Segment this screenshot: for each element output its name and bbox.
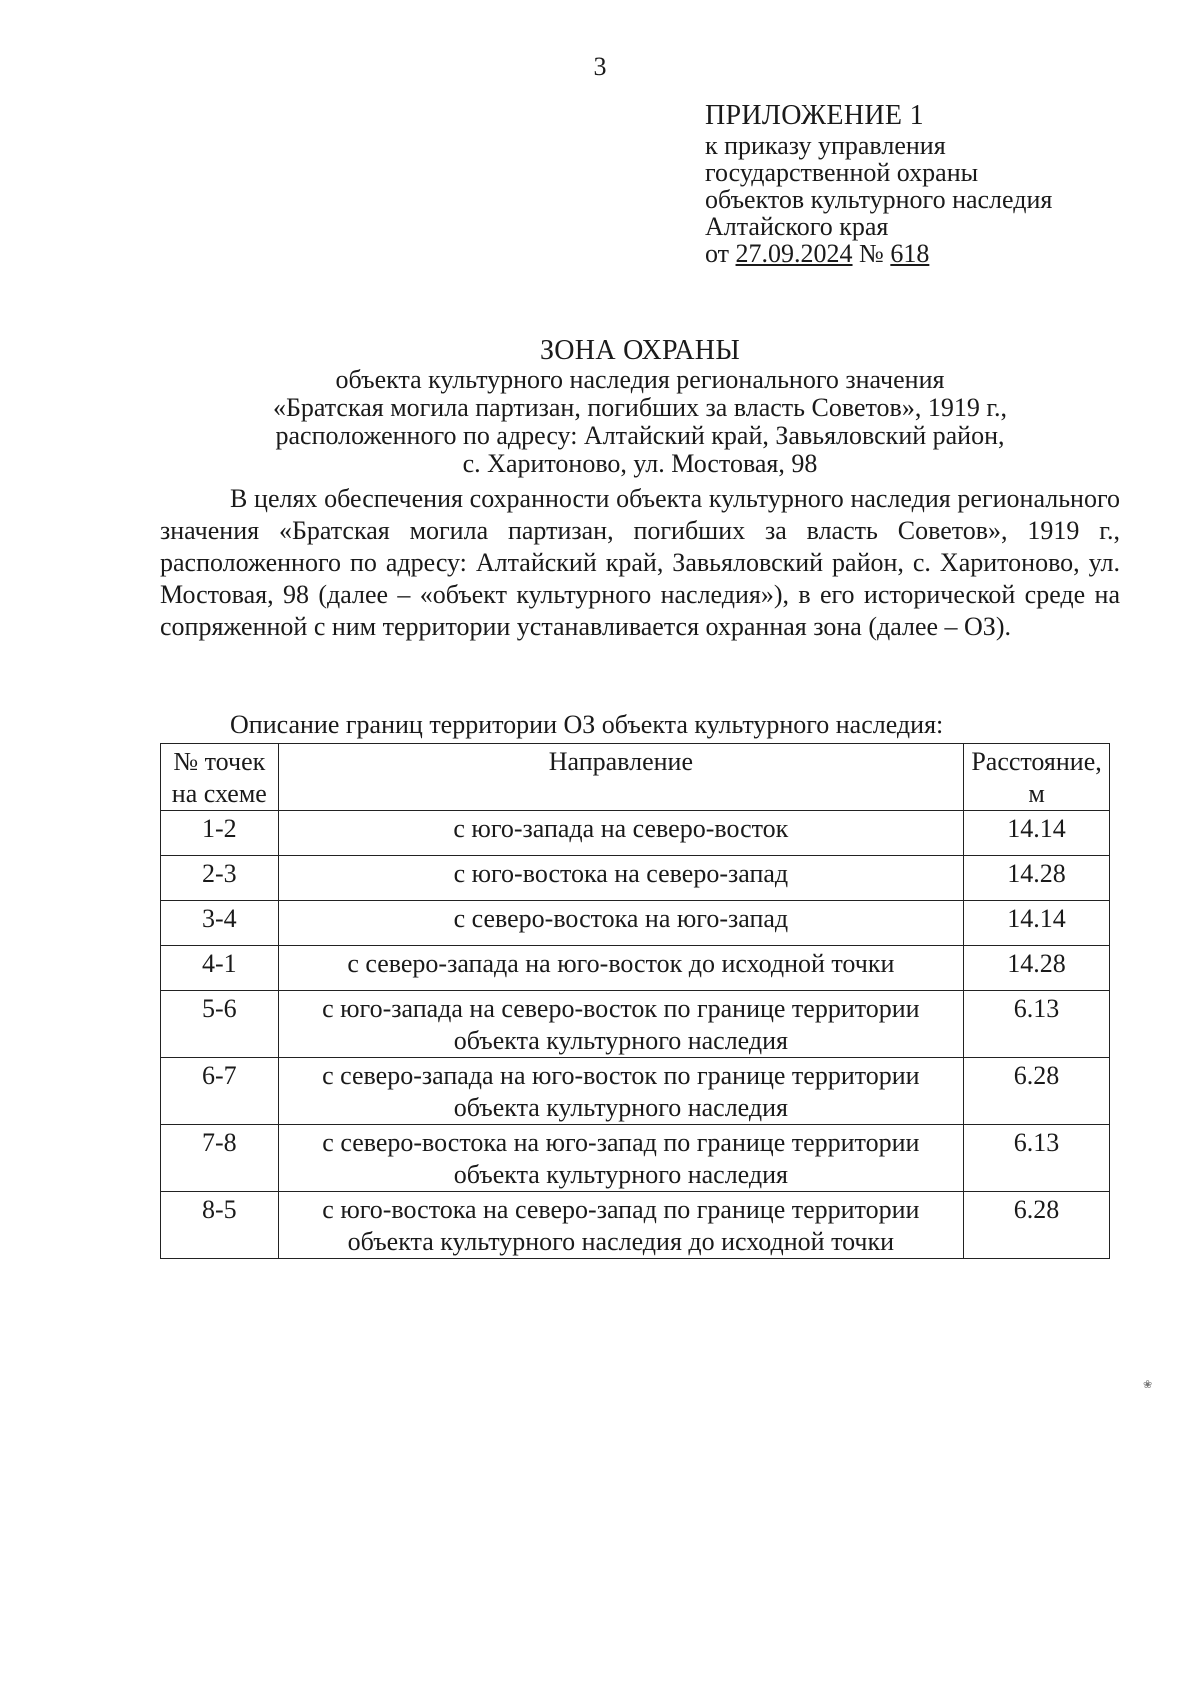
heading-line: расположенного по адресу: Алтайский край, Завьяловский район, [275, 421, 1005, 450]
cell-direction [278, 991, 963, 1058]
table-caption: Описание границ территории ОЗ объекта культурного наследия: [230, 710, 944, 739]
header-direction: Направление [278, 744, 963, 811]
appendix-number: 618 [890, 239, 930, 268]
cell-direction [278, 1192, 963, 1259]
cell-distance: 14.28 [964, 856, 1110, 901]
cell-points: 2-3 [161, 856, 279, 901]
cell-points: 4-1 [161, 946, 279, 991]
appendix-date-prefix: от [705, 239, 736, 268]
direction-line: с юго-востока на северо-запад [453, 859, 789, 888]
cell-points: 8-5 [161, 1192, 279, 1259]
table-row [161, 901, 1110, 946]
scan-mark: ❀ [1143, 1379, 1153, 1391]
direction-line: с северо-запада на юго-восток до исходной точки [347, 949, 895, 978]
cell-distance: 14.28 [964, 946, 1110, 991]
appendix-line: объектов культурного наследия [705, 185, 1053, 214]
cell-points: 1-2 [161, 811, 279, 856]
direction-line: объекта культурного наследия до исходной точки [347, 1227, 895, 1256]
direction-line: объекта культурного наследия [453, 1093, 788, 1122]
heading-line: «Братская могила партизан, погибших за власть Советов», 1919 г., [272, 393, 1008, 422]
table-row [161, 1192, 1110, 1259]
cell-distance: 6.28 [964, 1058, 1110, 1125]
cell-direction [278, 1125, 963, 1192]
appendix-date: 27.09.2024 [735, 239, 853, 268]
direction-line: объекта культурного наследия [453, 1160, 788, 1189]
table-header-row [161, 744, 1110, 811]
boundary-table [160, 743, 1110, 1259]
page-number: 3 [593, 52, 607, 81]
cell-distance: 14.14 [964, 901, 1110, 946]
table-row [161, 811, 1110, 856]
body-paragraph: В целях обеспечения сохранности объекта культурного наследия регионального значения «Братская могила партизан, погибших за власть Советов», 1919 г., расположенного по адресу: Алтайский край, Завьяловский район, с. Харитоново, ул. Мостовая, 98 (далее – «объект культурного наследия»), в его исторической среде на сопряженной с ним территории устанавливается охранная зона (далее – ОЗ). [160, 484, 1120, 641]
direction-line: с северо-востока на юго-запад по границе территории [322, 1128, 920, 1157]
table-row [161, 946, 1110, 991]
table-row [161, 991, 1110, 1058]
cell-distance: 6.13 [964, 991, 1110, 1058]
cell-direction [278, 946, 963, 991]
cell-points: 7-8 [161, 1125, 279, 1192]
cell-distance: 6.13 [964, 1125, 1110, 1192]
cell-direction [278, 1058, 963, 1125]
direction-line: с северо-востока на юго-запад [453, 904, 789, 933]
cell-direction [278, 856, 963, 901]
cell-distance: 14.14 [964, 811, 1110, 856]
header-points-line1: № точек [173, 747, 266, 776]
header-distance-line1: Расстояние, [971, 747, 1102, 776]
appendix-order-line [705, 240, 1145, 267]
appendix-line: государственной охраны [705, 158, 979, 187]
cell-direction [278, 811, 963, 856]
direction-line: с северо-запада на юго-восток по границе территории [322, 1061, 920, 1090]
table-row [161, 1058, 1110, 1125]
heading-title: ЗОНА ОХРАНЫ [539, 335, 741, 366]
appendix-title: ПРИЛОЖЕНИЕ 1 [705, 100, 924, 131]
cell-direction [278, 901, 963, 946]
appendix-line: Алтайского края [705, 212, 889, 241]
direction-line: объекта культурного наследия [453, 1026, 788, 1055]
heading-line: с. Харитоново, ул. Мостовая, 98 [462, 449, 818, 478]
direction-line: с юго-запада на северо-восток [453, 814, 789, 843]
header-distance [964, 744, 1110, 811]
table-row [161, 1125, 1110, 1192]
direction-line: с юго-запада на северо-восток по границе территории [322, 994, 920, 1023]
cell-distance: 6.28 [964, 1192, 1110, 1259]
appendix-block [705, 100, 1145, 267]
cell-points: 5-6 [161, 991, 279, 1058]
appendix-number-prefix: № [852, 239, 891, 268]
direction-line: с юго-востока на северо-запад по границе территории [322, 1195, 920, 1224]
appendix-line: к приказу управления [705, 131, 946, 160]
document-heading [150, 335, 1130, 478]
header-points [161, 744, 279, 811]
table-row [161, 856, 1110, 901]
header-distance-line2: м [1028, 779, 1045, 808]
heading-line: объекта культурного наследия регионального значения [335, 365, 945, 394]
header-points-line2: на схеме [171, 779, 267, 808]
cell-points: 6-7 [161, 1058, 279, 1125]
cell-points: 3-4 [161, 901, 279, 946]
